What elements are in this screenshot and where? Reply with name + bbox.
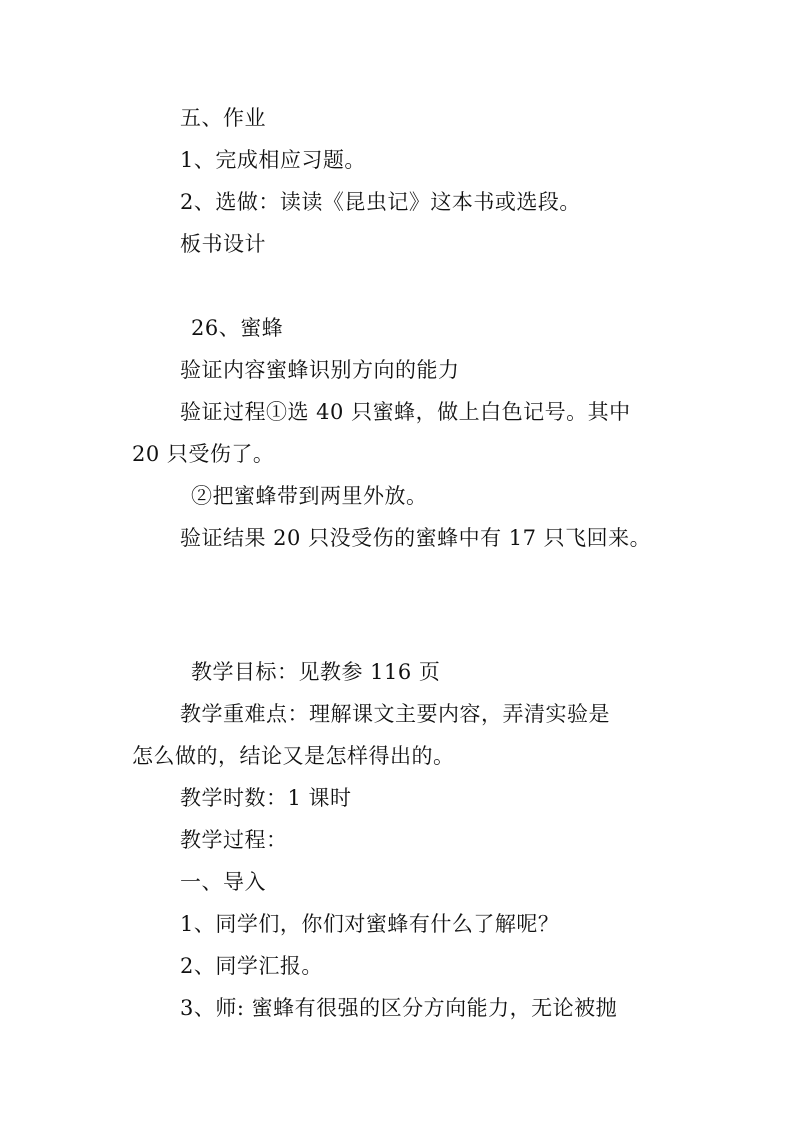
intro-item-1: 1、同学们，你们对蜜蜂有什么了解呢？ — [180, 912, 560, 936]
board-design-heading: 板书设计 — [180, 232, 266, 256]
intro-item-2: 2、同学汇报。 — [180, 954, 323, 978]
board-process-line-2: 20 只受伤了。 — [132, 442, 275, 466]
board-title: 26、蜜蜂 — [191, 316, 284, 340]
board-content-line: 验证内容蜜蜂识别方向的能力 — [180, 358, 460, 382]
teaching-process-label: 教学过程： — [180, 828, 288, 852]
intro-item-3: 3、师: 蜜蜂有很强的区分方向能力，无论被抛 — [180, 996, 618, 1020]
homework-item-2: 2、选做：读读《昆虫记》这本书或选段。 — [180, 190, 581, 214]
key-points-line-1: 教学重难点：理解课文主要内容，弄清实验是 — [180, 702, 610, 726]
key-points-line-2: 怎么做的，结论又是怎样得出的。 — [132, 744, 455, 768]
board-process-line-3: ②把蜜蜂带到两里外放。 — [191, 484, 428, 508]
teaching-goal: 教学目标：见教参 116 页 — [191, 660, 441, 684]
intro-heading: 一、导入 — [180, 870, 266, 894]
homework-item-1: 1、完成相应习题。 — [180, 148, 366, 172]
teaching-hours: 教学时数：1 课时 — [180, 786, 352, 810]
board-process-line-1: 验证过程①选 40 只蜜蜂，做上白色记号。其中 — [180, 400, 631, 424]
board-result-line: 验证结果 20 只没受伤的蜜蜂中有 17 只飞回来。 — [180, 526, 652, 550]
homework-heading: 五、作业 — [180, 106, 266, 130]
